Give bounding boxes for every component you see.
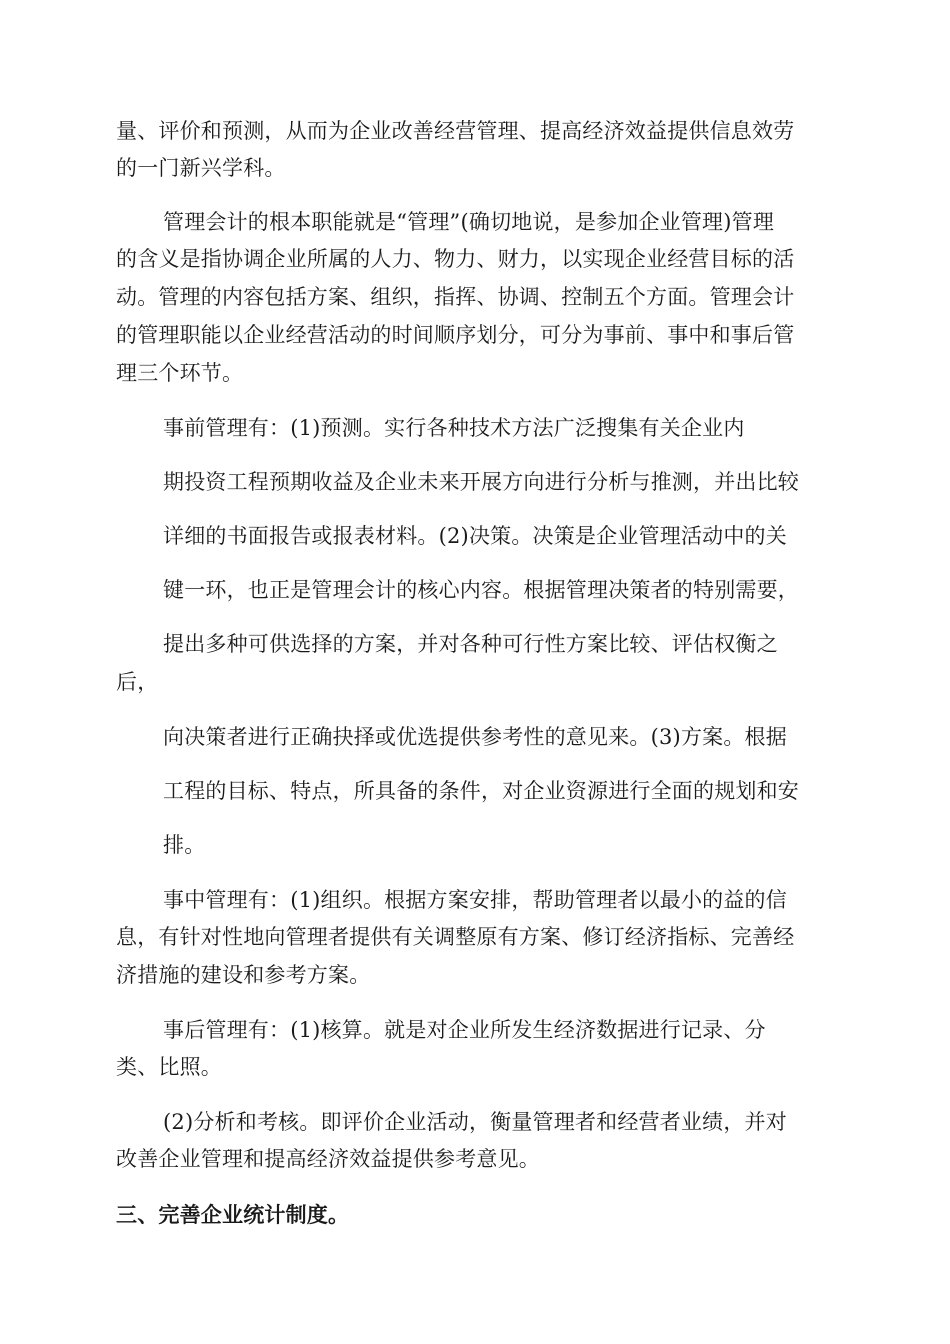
text-line: 的管理职能以企业经营活动的时间顺序划分，可分为事前、事中和事后管 bbox=[116, 323, 795, 347]
text-line: 的含义是指协调企业所属的人力、物力、财力，以实现企业经营目标的活 bbox=[116, 247, 795, 271]
text-line: 排。 bbox=[163, 833, 206, 857]
text-line: (2)分析和考核。即评价企业活动，衡量管理者和经营者业绩，并对 bbox=[163, 1110, 787, 1134]
section-heading: 三、完善企业统计制度。 bbox=[116, 1203, 350, 1227]
text-line: 动。管理的内容包括方案、组织，指挥、协调、控制五个方面。管理会计 bbox=[116, 285, 795, 309]
text-line: 事后管理有：(1)核算。就是对企业所发生经济数据进行记录、分 bbox=[163, 1018, 766, 1042]
text-line: 详细的书面报告或报表材料。(2)决策。决策是企业管理活动中的关 bbox=[163, 524, 787, 548]
text-line: 后， bbox=[116, 670, 159, 694]
text-line: 量、评价和预测，从而为企业改善经营管理、提高经济效益提供信息效劳 bbox=[116, 119, 795, 143]
text-line: 改善企业管理和提高经济效益提供参考意见。 bbox=[116, 1147, 540, 1171]
text-line: 工程的目标、特点，所具备的条件，对企业资源进行全面的规划和安 bbox=[163, 779, 799, 803]
text-line: 济措施的建设和参考方案。 bbox=[116, 963, 371, 987]
text-line: 息，有针对性地向管理者提供有关调整原有方案、修订经济指标、完善经 bbox=[116, 925, 795, 949]
text-line: 事前管理有：(1)预测。实行各种技术方法广泛搜集有关企业内 bbox=[163, 416, 745, 440]
text-line: 类、比照。 bbox=[116, 1055, 222, 1079]
text-line: 向决策者进行正确抉择或优选提供参考性的意见来。(3)方案。根据 bbox=[163, 725, 787, 749]
text-line: 理三个环节。 bbox=[116, 361, 244, 385]
text-line: 管理会计的根本职能就是“管理”(确切地说，是参加企业管理)管理 bbox=[163, 210, 775, 234]
text-line: 的一门新兴学科。 bbox=[116, 156, 286, 180]
text-line: 提出多种可供选择的方案，并对各种可行性方案比较、评估权衡之 bbox=[163, 632, 778, 656]
text-line: 键一环，也正是管理会计的核心内容。根据管理决策者的特别需要， bbox=[163, 578, 799, 602]
text-line: 事中管理有：(1)组织。根据方案安排，帮助管理者以最小的益的信 bbox=[163, 888, 787, 912]
text-line: 期投资工程预期收益及企业未来开展方向进行分析与推测，并出比较 bbox=[163, 470, 799, 494]
